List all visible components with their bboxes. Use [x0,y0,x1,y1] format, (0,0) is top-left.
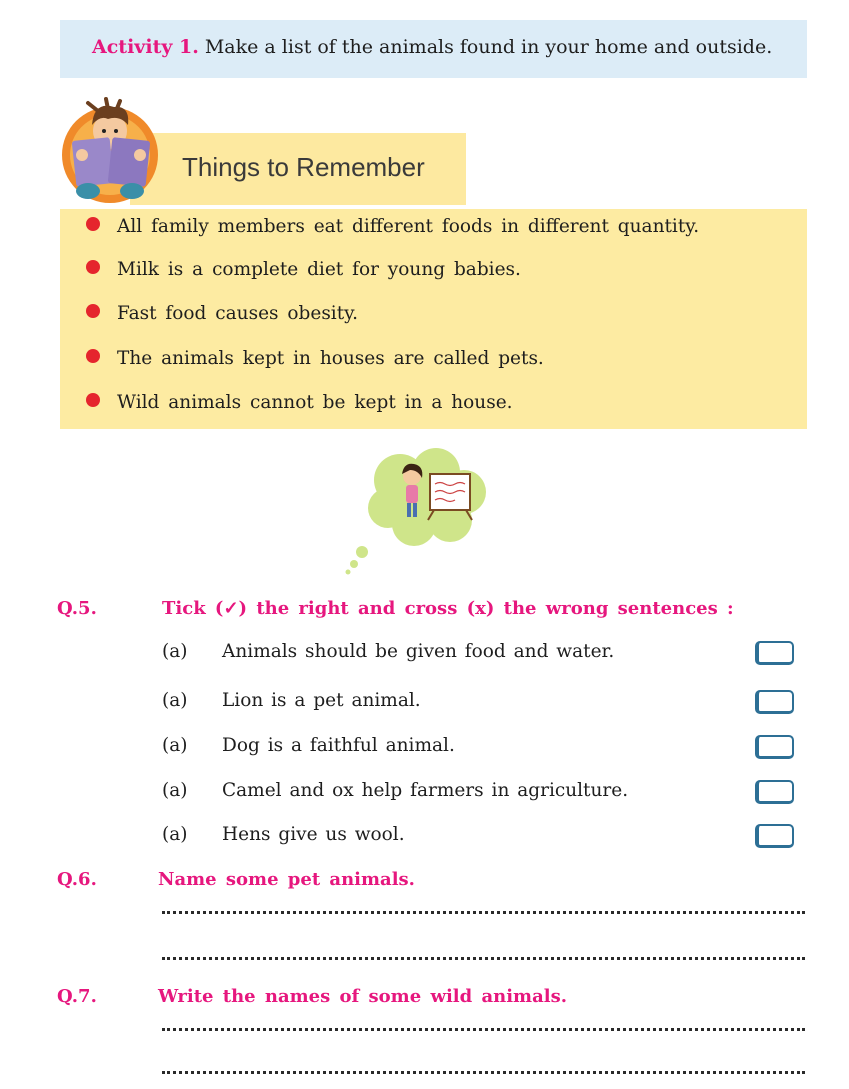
q7-number: Q.7. [57,986,97,1007]
boy-reading-icon [58,95,168,205]
q6-prompt: Name some pet animals. [158,869,415,890]
answer-checkbox[interactable] [755,641,794,665]
answer-line[interactable] [162,957,805,960]
q5-number: Q.5. [57,598,97,619]
q5-item-text: Hens give us wool. [222,824,405,845]
remember-title: Things to Remember [182,152,425,182]
q5-item-text: Dog is a faithful animal. [222,735,455,756]
answer-checkbox[interactable] [755,735,794,759]
q6-number: Q.6. [57,869,97,890]
q7-prompt: Write the names of some wild animals. [158,986,568,1007]
remember-item: Milk is a complete diet for young babies. [86,259,521,280]
activity-label: Activity 1. [92,36,199,58]
q5-item-text: Camel and ox help farmers in agriculture. [222,780,629,801]
bullet-icon [86,217,100,231]
q5-item-label: (a) [162,641,188,662]
answer-checkbox[interactable] [755,780,794,804]
bullet-icon [86,260,100,274]
activity-text [92,36,772,58]
bullet-icon [86,304,100,318]
q5-item-label: (a) [162,780,188,801]
q5-item-label: (a) [162,690,188,711]
q5-item-label: (a) [162,824,188,845]
bullet-icon [86,393,100,407]
answer-line[interactable] [162,1071,805,1074]
q5-prompt: Tick (✓) the right and cross (x) the wrong sentences : [162,598,734,619]
remember-item: All family members eat different foods in different quantity. [86,216,699,237]
remember-item: The animals kept in houses are called pets. [86,348,544,369]
girl-at-easel-thought-icon [338,440,498,575]
remember-item: Fast food causes obesity. [86,303,358,324]
answer-line[interactable] [162,911,805,914]
remember-item: Wild animals cannot be kept in a house. [86,392,513,413]
activity-instruction: Make a list of the animals found in your home and outside. [204,36,773,58]
q5-item-text: Animals should be given food and water. [222,641,615,662]
q5-item-text: Lion is a pet animal. [222,690,421,711]
bullet-icon [86,349,100,363]
answer-line[interactable] [162,1028,805,1031]
answer-checkbox[interactable] [755,824,794,848]
q5-item-label: (a) [162,735,188,756]
answer-checkbox[interactable] [755,690,794,714]
